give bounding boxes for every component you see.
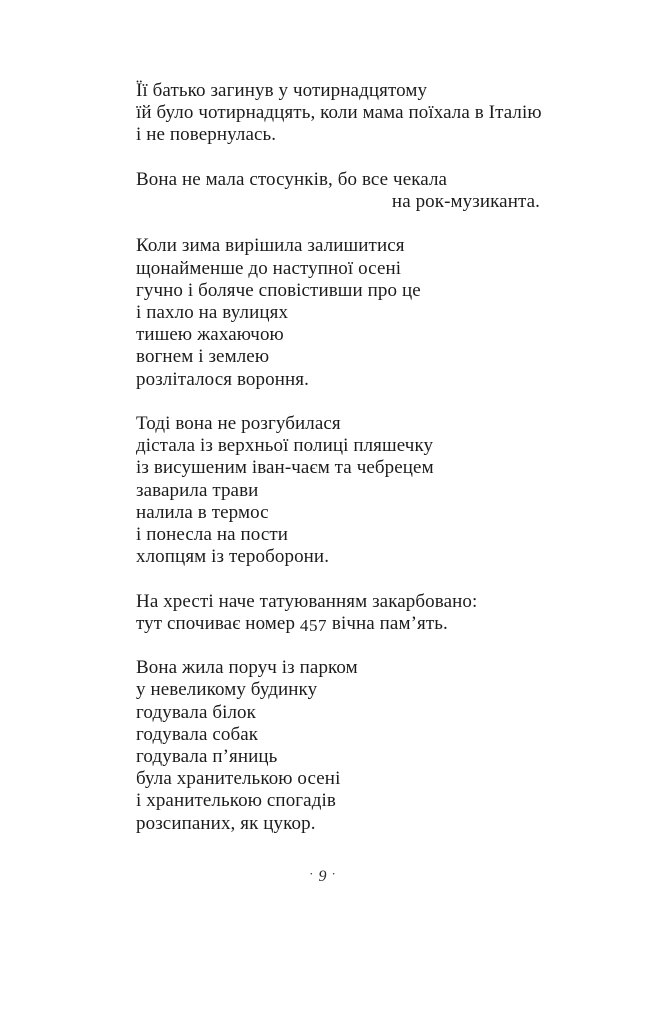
page-footer bbox=[0, 866, 645, 885]
poem-line: годувала п’яниць bbox=[136, 746, 278, 768]
poem-line: вогнем і землею bbox=[136, 346, 270, 368]
poem-line: у невеликому будинку bbox=[136, 679, 318, 701]
poem-line: на рок-музиканта. bbox=[391, 191, 540, 212]
poem bbox=[136, 80, 540, 835]
poem-line: була хранителькою осені bbox=[136, 768, 341, 790]
stanza bbox=[136, 80, 540, 147]
poem-line: із висушеним іван-чаєм та чебрецем bbox=[136, 457, 434, 479]
stanza bbox=[136, 413, 540, 568]
poem-line: годувала собак bbox=[136, 723, 259, 745]
poem-line: і понесла на пости bbox=[136, 524, 289, 546]
page-number: 9 bbox=[318, 868, 327, 885]
poem-line: їй було чотирнадцять, коли мама поїхала в Італію bbox=[136, 102, 542, 124]
poem-line: щонайменше до наступної осені bbox=[136, 257, 402, 279]
poem-line: Вона жила поруч із парком bbox=[136, 657, 358, 679]
stanza bbox=[136, 235, 540, 390]
poem-line: розсипаних, як цукор. bbox=[136, 812, 316, 834]
poem-line: Вона не мала стосунків, бо все чекала bbox=[136, 168, 448, 190]
poem-line: розліталося вороння. bbox=[136, 368, 309, 390]
poem-line: і хранителькою спогадів bbox=[136, 790, 336, 812]
footer-dot-right: · bbox=[331, 866, 336, 881]
poem-line: гучно і боляче сповістивши про це bbox=[136, 279, 421, 301]
poem-line: дістала із верхньої полиці пляшечку bbox=[136, 435, 434, 457]
oldstyle-figures: 457 bbox=[299, 615, 328, 635]
footer-dot-left: · bbox=[309, 866, 314, 881]
stanza bbox=[136, 657, 540, 835]
stanza bbox=[136, 591, 540, 635]
poem-line: На хресті наче татуюванням закарбовано: bbox=[136, 590, 478, 612]
poem-line: тут спочиває номер 457 вічна пам’ять. bbox=[136, 613, 540, 635]
poem-line: і не повернулась. bbox=[136, 124, 277, 146]
poem-line: годувала білок bbox=[136, 701, 256, 723]
poem-line: хлопцям із тероборони. bbox=[136, 546, 330, 568]
poem-line: і пахло на вулицях bbox=[136, 302, 289, 323]
poem-line: Її батько загинув у чотирнадцятому bbox=[136, 80, 428, 101]
poem-line: Тоді вона не розгубилася bbox=[136, 413, 341, 434]
poem-line: заварила трави bbox=[136, 479, 259, 501]
stanza bbox=[136, 169, 540, 213]
poem-line: тишею жахаючою bbox=[136, 324, 284, 346]
poem-line: Коли зима вирішила залишитися bbox=[136, 235, 405, 257]
poem-line: налила в термос bbox=[136, 501, 269, 523]
